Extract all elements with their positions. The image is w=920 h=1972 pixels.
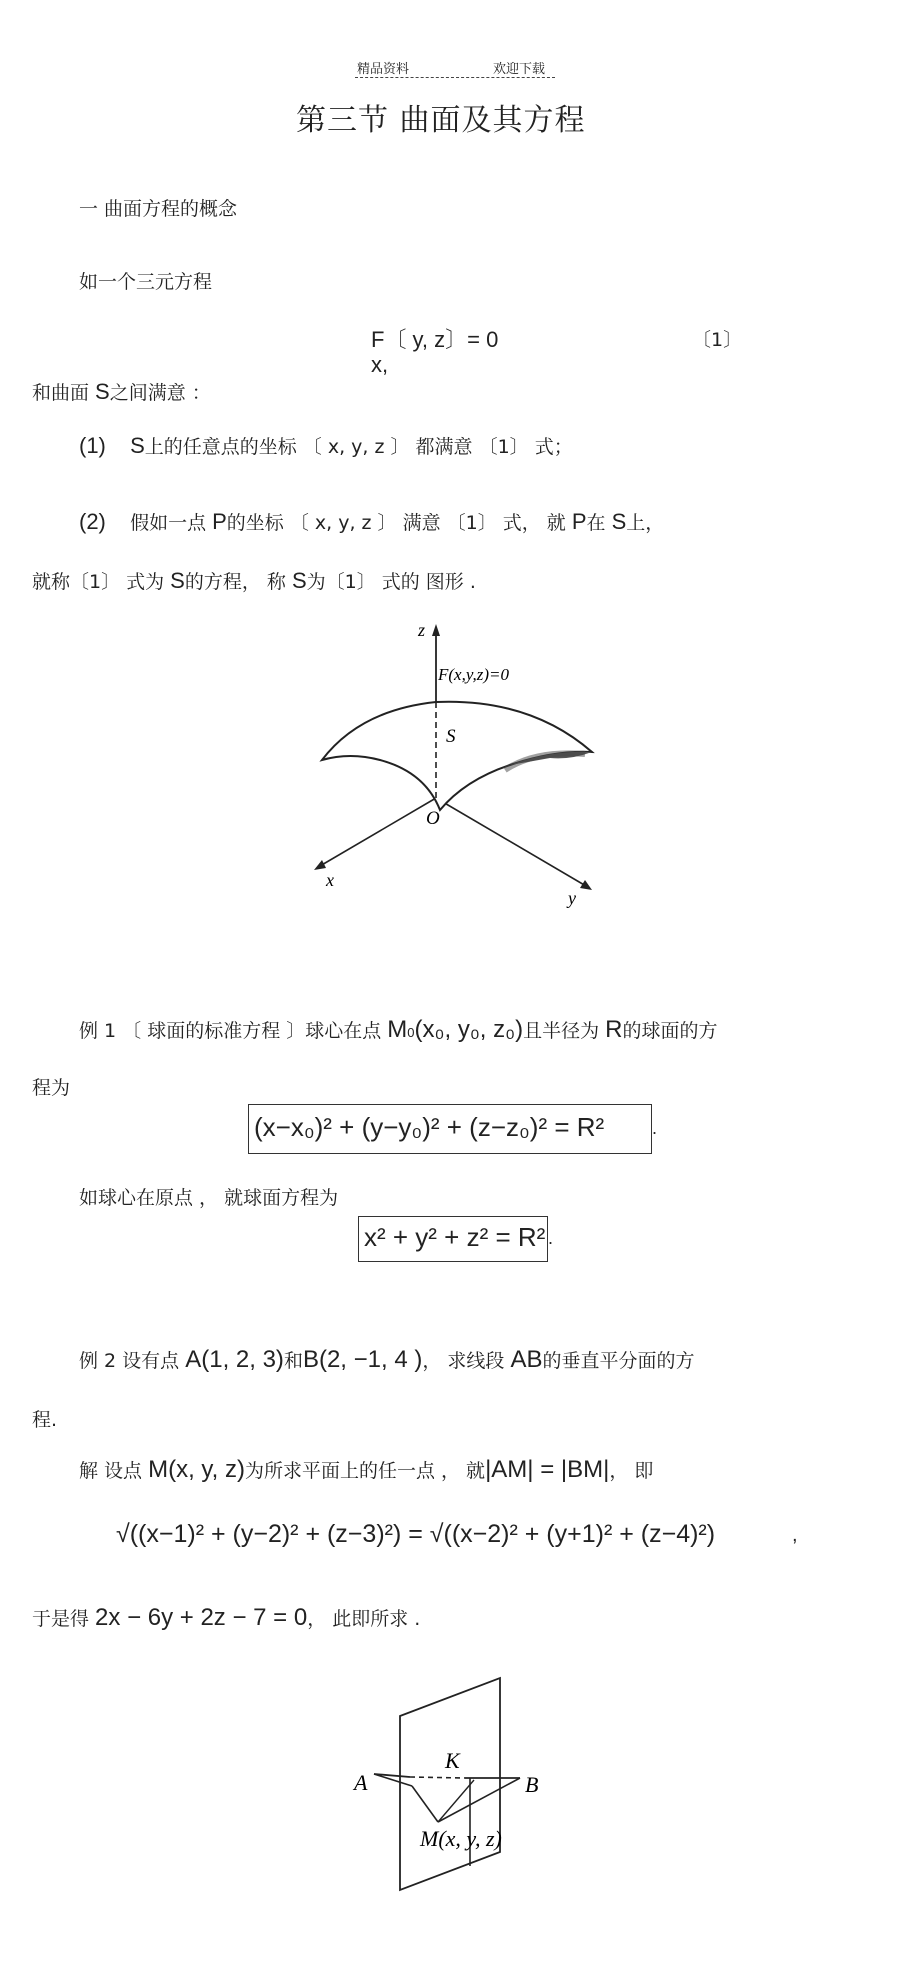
example2-and: 和 [283, 1350, 303, 1372]
segment-ab: AB [510, 1346, 543, 1373]
example1-text-end: 的球面的方 [622, 1020, 718, 1042]
fig2-a-label: A [354, 1770, 368, 1795]
sphere-equation: (x−x₀)² + (y−y₀)² + (z−z₀)² = R² [254, 1112, 605, 1142]
equation-1-x: x, [371, 352, 389, 377]
header-left: 精品资料 [357, 62, 410, 77]
surface-figure [300, 620, 620, 910]
result-end: ， 此即所求 . [307, 1608, 421, 1630]
cond2-p: P [212, 509, 227, 534]
equation-1-number: 〔1〕 [692, 329, 743, 351]
conclusion-s2: S [291, 568, 307, 593]
condition-1 [79, 432, 573, 459]
equation-1: F〔 y, z〕= 0 [371, 327, 499, 352]
result-text: 于是得 [32, 1608, 96, 1630]
relation-line [32, 378, 211, 405]
example-1-origin-text: 如球心在原点 ， 就球面方程为 [79, 1187, 339, 1209]
cond2-text2: 的坐标 〔 x, y, z 〕 满意 〔1〕 式， 就 [226, 512, 572, 534]
solution-line [79, 1456, 653, 1484]
example2-text: ， 求线段 [422, 1350, 511, 1372]
plane-equation: 2x − 6y + 2z − 7 = 0 [95, 1604, 308, 1631]
distance-sqrt-equation: √((x−1)² + (y−2)² + (z−3)²) = √((x−2)² + (y+1)² + (z−4)²) [116, 1520, 716, 1548]
header-divider [355, 77, 555, 78]
fig1-s-label: S [446, 726, 456, 747]
origin-sphere-period: . [548, 1228, 554, 1248]
page-title: 第三节 曲面及其方程 [296, 103, 586, 138]
fig2-b-label: B [525, 1772, 539, 1797]
example-2-line2: 程. [32, 1409, 58, 1431]
example1-text-after: 且半径为 [523, 1020, 606, 1042]
solution-label: 解 设点 [79, 1460, 149, 1482]
example1-m0-sub: 0 [407, 1025, 415, 1040]
point-m: M(x, y, z) [148, 1456, 245, 1483]
bisector-plane-figure [350, 1670, 580, 1900]
example2-label: 例 2 设有点 [79, 1350, 186, 1372]
cond2-text1: 假如一点 [130, 512, 213, 534]
conclusion-text2: 的方程， 称 [184, 571, 292, 593]
point-a: A(1, 2, 3) [185, 1346, 284, 1373]
fig2-k-label: K [445, 1748, 460, 1773]
relation-text2: 之间满意 ： [109, 382, 211, 404]
point-b: B(2, −1, 4 ) [302, 1346, 423, 1373]
distance-equation-comma: , [792, 1524, 798, 1546]
fig1-origin-label: O [426, 808, 440, 829]
example1-center-coords: (x₀, y₀, z₀) [414, 1016, 524, 1043]
cond2-p2: P [571, 509, 587, 534]
fig1-z-label: z [418, 620, 426, 640]
relation-text1: 和曲面 [32, 382, 96, 404]
cond2-s: S [611, 509, 627, 534]
result-line [32, 1604, 420, 1632]
example-1-line1 [79, 1016, 717, 1044]
example1-label: 例 1 〔 球面的标准方程 〕球心在点 [79, 1020, 388, 1042]
conclusion-text3: 为〔1〕 式的 图形 . [306, 571, 476, 593]
intro-text: 如一个三元方程 [79, 271, 213, 293]
fig1-x-label: x [326, 870, 334, 890]
section-heading: 一 曲面方程的概念 [79, 198, 238, 220]
distance-equality: |AM| = |BM| [485, 1456, 610, 1483]
conclusion-s: S [170, 568, 185, 593]
solution-end: ， 即 [609, 1460, 654, 1482]
header-right: 欢迎下载 [493, 62, 546, 77]
fig1-y-label: y [568, 888, 576, 908]
cond1-text: 上的任意点的坐标 〔 x, y, z 〕 都满意 〔1〕 式； [144, 436, 573, 458]
example1-radius: R [605, 1016, 623, 1043]
example2-text2: 的垂直平分面的方 [542, 1350, 695, 1372]
cond2-num: (2) [79, 509, 106, 534]
origin-sphere-equation: x² + y² + z² = R² [364, 1222, 546, 1252]
fig1-equation: F(x,y,z)=0 [438, 665, 509, 684]
cond2-text4: 上， [626, 512, 665, 534]
conclusion [32, 567, 476, 594]
fig2-m-label: M(x, y, z) [420, 1826, 502, 1851]
example1-m0: M [387, 1016, 408, 1043]
conclusion-text1: 就称〔1〕 式为 [32, 571, 171, 593]
example-1-line2: 程为 [32, 1077, 71, 1099]
cond1-num: (1) [79, 433, 106, 458]
cond1-s: S [130, 433, 145, 458]
solution-text: 为所求平面上的任一点 ， 就 [244, 1460, 486, 1482]
example-2-line1 [79, 1346, 694, 1374]
cond2-text3: 在 [586, 512, 612, 534]
condition-2 [79, 508, 664, 535]
sphere-equation-period: . [652, 1118, 658, 1138]
surface-symbol: S [95, 379, 110, 404]
